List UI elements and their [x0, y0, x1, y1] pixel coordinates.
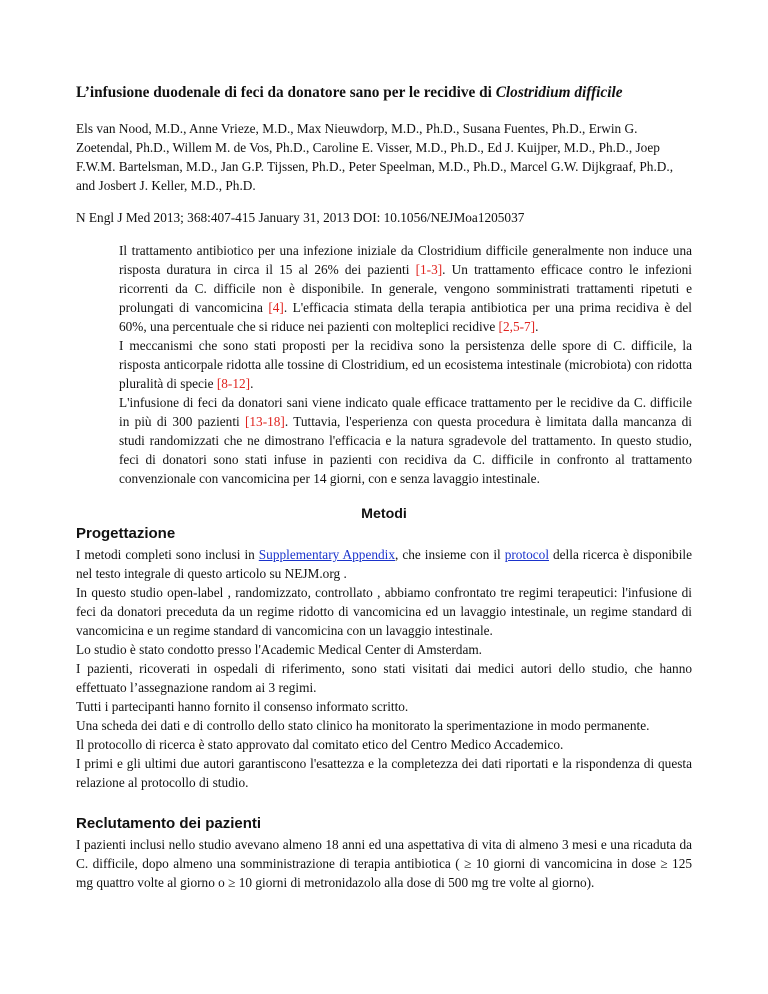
abstract-paragraph-1	[119, 241, 692, 336]
text-run: . L'efficacia stimata della terapia antibiotica per una prima recidiva è del 60%, una percentuale che si riduce nei pazienti con molteplici recidive	[119, 300, 692, 334]
text-run: . Un trattamento efficace contro le infezioni ricorrenti da C. difficile non è disponibile. In generale, vengono somministrati trattamenti ripetuti e prolungati di vancomicina	[119, 262, 692, 315]
subheading-design: Progettazione	[76, 525, 176, 542]
design-paragraph-7: Il protocollo di ricerca è stato approvato dal comitato etico del Centro Medico Accademico.	[76, 737, 564, 752]
reference-link[interactable]: [8-12]	[216, 376, 251, 391]
design-paragraph-4: I pazienti, ricoverati in ospedali di riferimento, sono stati visitati dai medici autori dello studio, che hanno effettuato l’assegnazione random ai 3 regimi.	[76, 661, 692, 695]
text-run: della ricerca è disponibile nel testo integrale di questo articolo su NEJM.org .	[76, 547, 692, 581]
article-title	[76, 82, 692, 103]
design-section	[76, 545, 692, 792]
text-run: Il trattamento antibiotico per una infezione iniziale da Clostridium difficile generalmente non induce una risposta duratura in circa il 15 al 26% dei pazienti	[119, 243, 692, 277]
abstract	[119, 241, 692, 488]
journal-citation: N Engl J Med 2013; 368:407-415 January 31, 2013 DOI: 10.1056/NEJMoa1205037	[76, 210, 525, 225]
text-run: I metodi completi sono inclusi in	[76, 547, 259, 562]
design-paragraph-3: Lo studio è stato condotto presso l'Academic Medical Center di Amsterdam.	[76, 642, 483, 657]
text-run: .	[535, 319, 539, 334]
design-paragraph-1	[76, 545, 692, 583]
text-run: I meccanismi che sono stati proposti per la recidiva sono la persistenza delle spore di C. difficile, la risposta anticorpale ridotta alle tossine di Clostridium, ed un ecosistema intestinale (microbiota) con ridotta pluralità di specie	[119, 338, 692, 391]
design-paragraph-6: Una scheda dei dati e di controllo dello stato clinico ha monitorato la sperimentazione in modo permanente.	[76, 718, 650, 733]
recruitment-section	[76, 835, 692, 892]
abstract-paragraph-2	[119, 336, 692, 393]
reference-link[interactable]: [1-3]	[415, 262, 443, 277]
section-title-methods: Metodi	[361, 506, 407, 522]
protocol-link[interactable]: protocol	[504, 547, 550, 562]
reference-link[interactable]: [2,5-7]	[498, 319, 536, 334]
design-paragraph-8: I primi e gli ultimi due autori garantiscono l'esattezza e la completezza dei dati riportati e la rispondenza di questa relazione al protocollo di studio.	[76, 756, 692, 790]
reference-link[interactable]: [4]	[268, 300, 284, 315]
text-run: . Tuttavia, l'esperienza con questa procedura è limitata dalla mancanza di studi randomizzati che ne dimostrano l'efficacia e la natura sgradevole del trattamento. In questo studio, feci di donatori sono stati infuse in pazienti con recidiva da C. difficile in confronto al trattamento convenzionale con vancomicina per 14 giorni, con e senza lavaggio intestinale.	[119, 414, 692, 486]
text-run: , che insieme con il	[395, 547, 505, 562]
subheading-recruitment: Reclutamento dei pazienti	[76, 815, 262, 832]
article-title-italic: Clostridium difficile	[495, 84, 623, 101]
abstract-paragraph-3	[119, 393, 692, 488]
supplementary-appendix-link[interactable]: Supplementary Appendix	[258, 547, 395, 562]
document-page	[76, 82, 692, 892]
design-paragraph-2: In questo studio open-label , randomizzato, controllato , abbiamo confrontato tre regimi terapeutici: l'infusione di feci da donatori preceduta da un regime ridotto di vancomicina ed un lavaggio intestinale, un regime standard di vancomicina e un regime standard di vancomicina con un lavaggio intestinale.	[76, 585, 692, 638]
reference-link[interactable]: [13-18]	[244, 414, 285, 429]
design-paragraph-5: Tutti i partecipanti hanno fornito il consenso informato scritto.	[76, 699, 409, 714]
text-run: .	[250, 376, 254, 391]
recruitment-paragraph-1: I pazienti inclusi nello studio avevano almeno 18 anni ed una aspettativa di vita di almeno 3 mesi e una ricaduta da C. difficile, dopo almeno una somministrazione di terapia antibiotica ( ≥ 10 giorni di vancomicina in dose ≥ 125 mg quattro volte al giorno o ≥ 10 giorni di metronidazolo alla dose di 500 mg tre volte al giorno).	[76, 837, 692, 890]
author-list: Els van Nood, M.D., Anne Vrieze, M.D., Max Nieuwdorp, M.D., Ph.D., Susana Fuentes, Ph.D., Erwin G. Zoetendal, Ph.D., Willem M. de Vos, Ph.D., Caroline E. Visser, M.D., Ph.D., Ed J. Kuijper, M.D., Ph.D., Joep F.W.M. Bartelsman, M.D., Jan G.P. Tijssen, Ph.D., Peter Speelman, M.D., Ph.D., Marcel G.W. Dijkgraaf, Ph.D., and Josbert J. Keller, M.D., Ph.D.	[76, 121, 674, 193]
article-title-text: L’infusione duodenale di feci da donatore sano per le recidive di	[76, 84, 496, 101]
text-run: L'infusione di feci da donatori sani viene indicato quale efficace trattamento per le recidive da C. difficile in più di 300 pazienti	[119, 395, 692, 429]
